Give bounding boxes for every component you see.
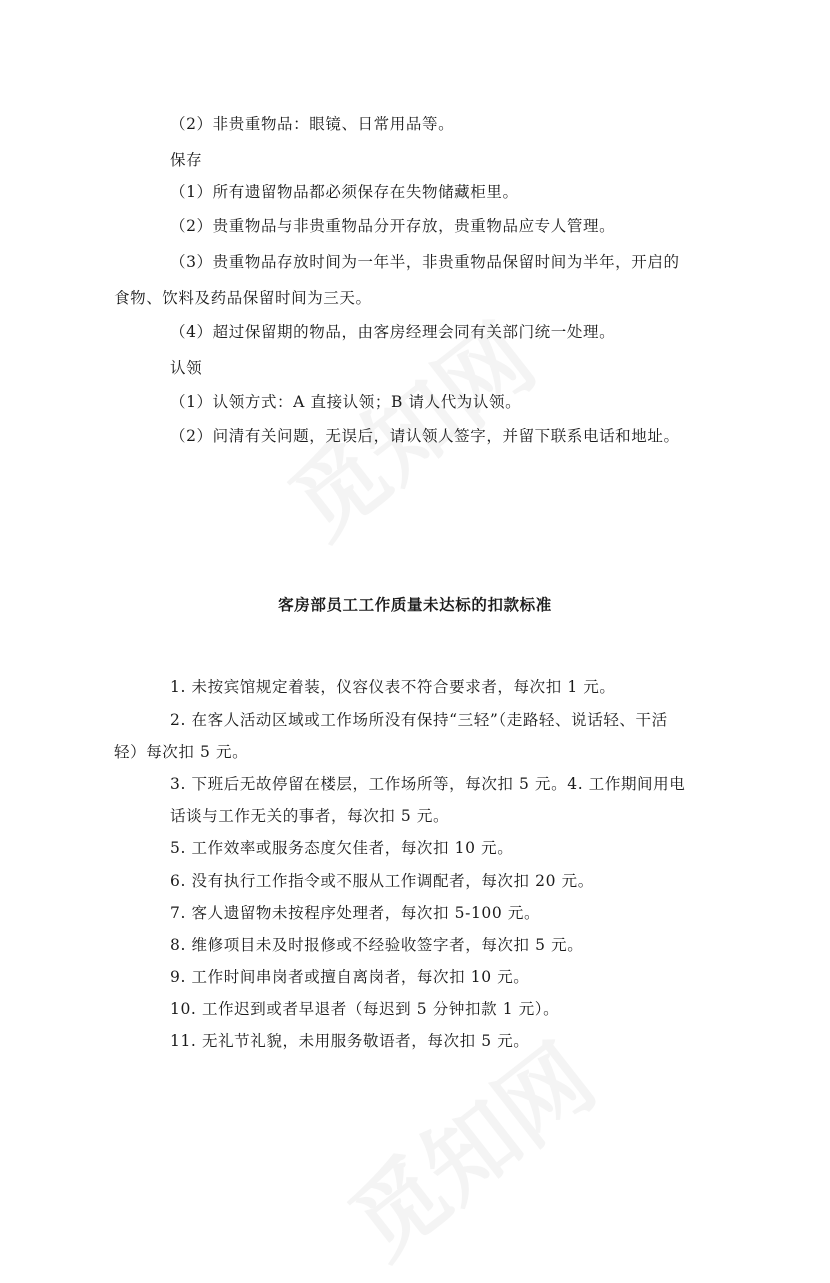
list-item: 9. 工作时间串岗者或擅自离岗者，每次扣 10 元。 bbox=[170, 968, 530, 986]
list-item: 5. 工作效率或服务态度欠佳者，每次扣 10 元。 bbox=[170, 839, 514, 857]
page-title: 客房部员工工作质量未达标的扣款标准 bbox=[278, 595, 552, 614]
paragraph-line: （2）非贵重物品：眼镜、日常用品等。 bbox=[170, 115, 455, 133]
list-item: 7. 客人遗留物未按程序处理者，每次扣 5-100 元。 bbox=[170, 904, 541, 922]
paragraph-line: （2）贵重物品与非贵重物品分开存放，贵重物品应专人管理。 bbox=[170, 217, 616, 235]
paragraph-line: （3）贵重物品存放时间为一年半，非贵重物品保留时间为半年，开启的 bbox=[170, 253, 680, 271]
section-heading: 认领 bbox=[170, 359, 203, 377]
list-item: 8. 维修项目未及时报修或不经验收签字者，每次扣 5 元。 bbox=[170, 936, 584, 954]
list-item-continuation: 话谈与工作无关的事者，每次扣 5 元。 bbox=[170, 807, 450, 825]
paragraph-line: （1）所有遗留物品都必须保存在失物储藏柜里。 bbox=[170, 183, 519, 201]
paragraph-line: （4）超过保留期的物品，由客房经理会同有关部门统一处理。 bbox=[170, 323, 616, 341]
list-item: 6. 没有执行工作指令或不服从工作调配者，每次扣 20 元。 bbox=[170, 872, 594, 890]
list-item: 3. 下班后无故停留在楼层，工作场所等，每次扣 5 元。4. 工作期间用电 bbox=[170, 775, 686, 793]
list-item: 11. 无礼节礼貌，未用服务敬语者，每次扣 5 元。 bbox=[170, 1032, 530, 1050]
list-item: 2. 在客人活动区域或工作场所没有保持“三轻”（走路轻、说话轻、干活 bbox=[170, 711, 668, 729]
section-heading: 保存 bbox=[170, 151, 203, 169]
paragraph-line: （2）问清有关问题，无误后，请认领人签字，并留下联系电话和地址。 bbox=[170, 427, 680, 445]
list-item-continuation: 轻）每次扣 5 元。 bbox=[114, 743, 249, 761]
paragraph-line: 食物、饮料及药品保留时间为三天。 bbox=[114, 289, 372, 307]
list-item: 10. 工作迟到或者早退者（每迟到 5 分钟扣款 1 元）。 bbox=[170, 1000, 560, 1018]
list-item: 1. 未按宾馆规定着装，仪容仪表不符合要求者，每次扣 1 元。 bbox=[170, 678, 616, 696]
paragraph-line: （1）认领方式：A 直接认领；B 请人代为认领。 bbox=[170, 393, 522, 411]
